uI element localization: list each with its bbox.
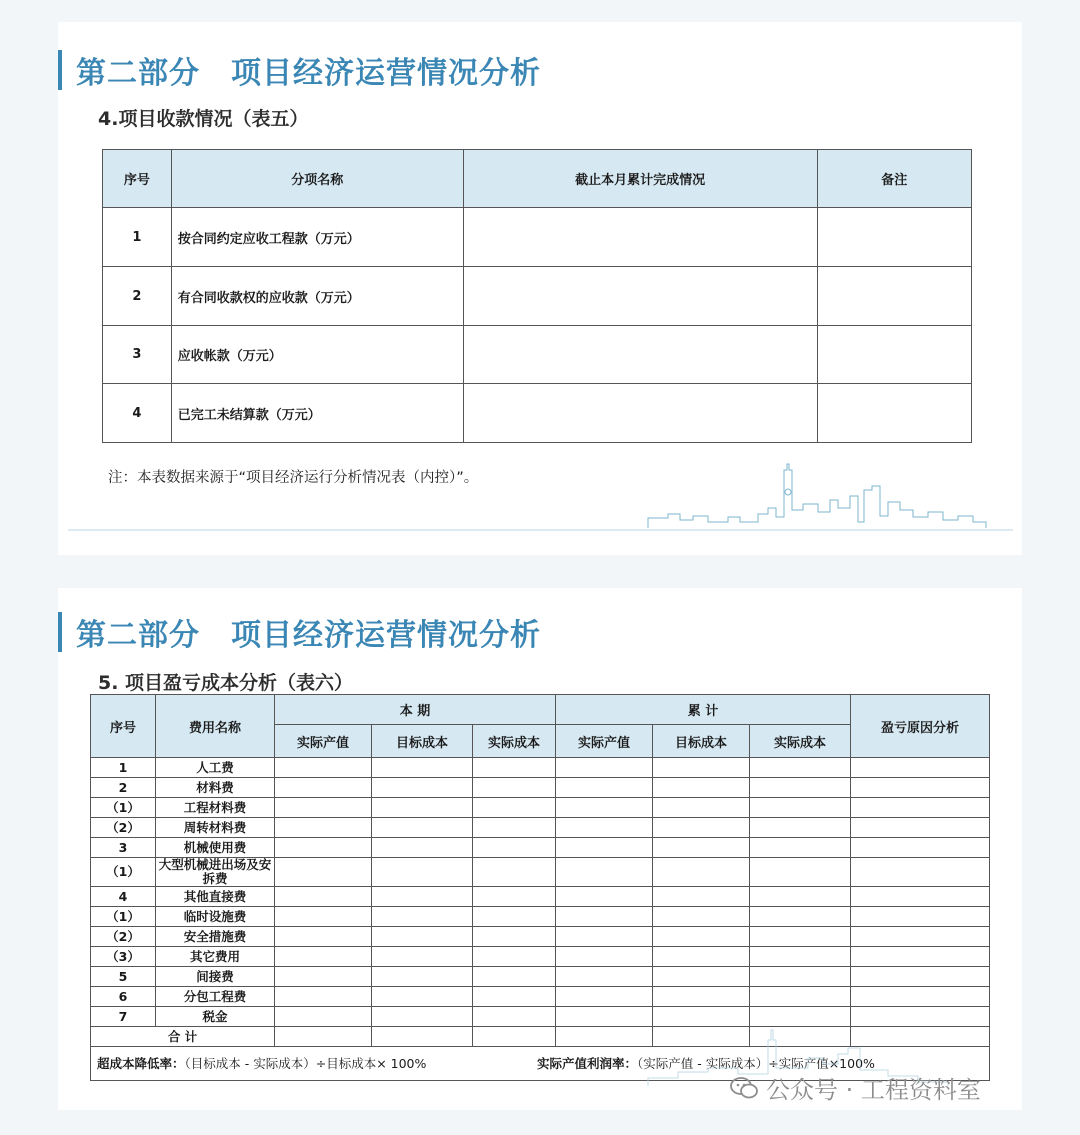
- value-cell[interactable]: [851, 1007, 990, 1027]
- value-cell[interactable]: [556, 967, 653, 987]
- table-row: [91, 927, 990, 947]
- col-header-remark: 备注: [817, 150, 972, 208]
- value-cell[interactable]: [275, 838, 372, 858]
- row-name: 分包工程费: [156, 987, 275, 1007]
- value-cell[interactable]: [372, 838, 473, 858]
- table-row: [103, 208, 972, 267]
- value-cell[interactable]: [473, 818, 556, 838]
- cost-table-body: [91, 758, 990, 1027]
- value-cell[interactable]: [372, 947, 473, 967]
- row-progress-cell[interactable]: [463, 208, 817, 267]
- heading-accent-bar: [58, 612, 62, 652]
- value-cell[interactable]: [851, 987, 990, 1007]
- table-row: [103, 384, 972, 443]
- table5-subtitle: 4.项目收款情况（表五）: [98, 108, 309, 130]
- table-row: [91, 758, 990, 778]
- row-no: 7: [91, 1007, 156, 1027]
- row-no: 2: [103, 267, 172, 326]
- section-heading: [58, 48, 541, 92]
- row-name: 机械使用费: [156, 838, 275, 858]
- value-cell[interactable]: [275, 858, 372, 887]
- row-no: （2）: [91, 818, 156, 838]
- value-cell[interactable]: [275, 947, 372, 967]
- value-cell[interactable]: [653, 907, 750, 927]
- value-cell[interactable]: [750, 858, 851, 887]
- value-cell[interactable]: [851, 778, 990, 798]
- value-cell[interactable]: [275, 987, 372, 1007]
- value-cell[interactable]: [275, 818, 372, 838]
- row-no: （2）: [91, 927, 156, 947]
- value-cell[interactable]: [851, 947, 990, 967]
- row-remark-cell[interactable]: [817, 267, 972, 326]
- row-no: （1）: [91, 858, 156, 887]
- value-cell[interactable]: [372, 907, 473, 927]
- row-name: 应收帐款（万元）: [171, 326, 463, 384]
- value-cell[interactable]: [372, 758, 473, 778]
- row-no: 4: [103, 384, 172, 443]
- row-no: 6: [91, 987, 156, 1007]
- row-name: 人工费: [156, 758, 275, 778]
- formula-profit-rate: 实际产值利润率：（实际产值 - 实际成本）÷实际产值×100%: [537, 1055, 875, 1071]
- value-cell[interactable]: [851, 798, 990, 818]
- row-no: 3: [103, 326, 172, 384]
- col-header-actual-cost: 实际成本: [750, 725, 851, 758]
- value-cell[interactable]: [750, 967, 851, 987]
- value-cell[interactable]: [750, 887, 851, 907]
- col-header-no: 序号: [103, 150, 172, 208]
- row-remark-cell[interactable]: [817, 326, 972, 384]
- row-no: 3: [91, 838, 156, 858]
- value-cell[interactable]: [275, 1007, 372, 1027]
- value-cell[interactable]: [556, 798, 653, 818]
- value-cell[interactable]: [750, 818, 851, 838]
- value-cell[interactable]: [851, 838, 990, 858]
- value-cell[interactable]: [851, 858, 990, 887]
- row-name: 临时设施费: [156, 907, 275, 927]
- revenue-table: [102, 149, 972, 443]
- col-header-name: 费用名称: [156, 695, 275, 758]
- row-no: 2: [91, 778, 156, 798]
- table-row: [91, 838, 990, 858]
- value-cell[interactable]: [473, 927, 556, 947]
- value-cell[interactable]: [275, 778, 372, 798]
- row-name: 大型机械进出场及安拆费: [156, 858, 275, 887]
- table-row: [91, 818, 990, 838]
- slide-revenue-collection: [58, 22, 1022, 555]
- col-header-actual-output: 实际产值: [556, 725, 653, 758]
- row-no: （3）: [91, 947, 156, 967]
- value-cell[interactable]: [556, 858, 653, 887]
- value-cell[interactable]: [653, 758, 750, 778]
- value-cell[interactable]: [750, 907, 851, 927]
- row-name: 已完工未结算款（万元）: [171, 384, 463, 443]
- section-heading: [58, 610, 541, 654]
- col-header-no: 序号: [91, 695, 156, 758]
- col-header-reason: 盈亏原因分析: [851, 695, 990, 758]
- watermark: [730, 1070, 981, 1105]
- row-no: 4: [91, 887, 156, 907]
- value-cell[interactable]: [851, 927, 990, 947]
- value-cell[interactable]: [750, 947, 851, 967]
- total-label: 合 计: [91, 1027, 275, 1047]
- col-header-actual-cost: 实际成本: [473, 725, 556, 758]
- value-cell[interactable]: [372, 818, 473, 838]
- value-cell[interactable]: [556, 818, 653, 838]
- table6-subtitle: 5. 项目盈亏成本分析（表六）: [98, 672, 354, 694]
- row-name: 按合同约定应收工程款（万元）: [171, 208, 463, 267]
- value-cell[interactable]: [275, 907, 372, 927]
- value-cell[interactable]: [473, 778, 556, 798]
- value-cell[interactable]: [851, 758, 990, 778]
- value-cell[interactable]: [473, 907, 556, 927]
- value-cell[interactable]: [473, 947, 556, 967]
- value-cell[interactable]: [275, 758, 372, 778]
- row-no: 1: [103, 208, 172, 267]
- col-header-name: 分项名称: [171, 150, 463, 208]
- value-cell[interactable]: [473, 1027, 556, 1047]
- value-cell[interactable]: [556, 907, 653, 927]
- table-row: [91, 887, 990, 907]
- value-cell[interactable]: [372, 778, 473, 798]
- value-cell[interactable]: [372, 798, 473, 818]
- table-header-row: [91, 695, 990, 725]
- heading-accent-bar: [58, 50, 62, 90]
- value-cell[interactable]: [750, 1007, 851, 1027]
- value-cell[interactable]: [653, 1007, 750, 1027]
- row-name: 其它费用: [156, 947, 275, 967]
- table-row: [91, 947, 990, 967]
- value-cell[interactable]: [556, 838, 653, 858]
- table-row: [91, 1007, 990, 1027]
- value-cell[interactable]: [750, 927, 851, 947]
- value-cell[interactable]: [473, 1007, 556, 1027]
- value-cell[interactable]: [556, 947, 653, 967]
- table-row: [91, 778, 990, 798]
- value-cell[interactable]: [275, 967, 372, 987]
- value-cell[interactable]: [750, 778, 851, 798]
- row-progress-cell[interactable]: [463, 267, 817, 326]
- row-no: （1）: [91, 798, 156, 818]
- col-header-cumulative: 累 计: [556, 695, 851, 725]
- value-cell[interactable]: [653, 778, 750, 798]
- value-cell[interactable]: [556, 887, 653, 907]
- row-remark-cell[interactable]: [817, 384, 972, 443]
- value-cell[interactable]: [653, 858, 750, 887]
- value-cell[interactable]: [372, 927, 473, 947]
- row-name: 其他直接费: [156, 887, 275, 907]
- value-cell[interactable]: [372, 1007, 473, 1027]
- value-cell[interactable]: [750, 987, 851, 1007]
- value-cell[interactable]: [473, 858, 556, 887]
- row-progress-cell[interactable]: [463, 326, 817, 384]
- value-cell[interactable]: [851, 967, 990, 987]
- value-cell[interactable]: [275, 887, 372, 907]
- col-header-progress: 截止本月累计完成情况: [463, 150, 817, 208]
- col-header-target-cost: 目标成本: [372, 725, 473, 758]
- watermark-text: 公众号 · 工程资料室: [766, 1076, 981, 1104]
- table-row: [103, 267, 972, 326]
- table-row: [91, 858, 990, 887]
- value-cell[interactable]: [556, 758, 653, 778]
- row-name: 周转材料费: [156, 818, 275, 838]
- value-cell[interactable]: [473, 798, 556, 818]
- value-cell[interactable]: [372, 1027, 473, 1047]
- value-cell[interactable]: [750, 758, 851, 778]
- col-header-target-cost: 目标成本: [653, 725, 750, 758]
- value-cell[interactable]: [750, 838, 851, 858]
- table-row: [91, 907, 990, 927]
- row-no: 5: [91, 967, 156, 987]
- value-cell[interactable]: [653, 838, 750, 858]
- row-name: 有合同收款权的应收款（万元）: [171, 267, 463, 326]
- value-cell[interactable]: [851, 887, 990, 907]
- row-progress-cell[interactable]: [463, 384, 817, 443]
- table5-note: 注：本表数据来源于“项目经济运行分析情况表（内控）”。: [108, 470, 479, 486]
- col-header-actual-output: 实际产值: [275, 725, 372, 758]
- value-cell[interactable]: [653, 818, 750, 838]
- slide-cost-analysis: [58, 588, 1022, 1110]
- value-cell[interactable]: [473, 838, 556, 858]
- section-heading-text: 第二部分 项目经济运营情况分析: [76, 56, 541, 91]
- value-cell[interactable]: [275, 1027, 372, 1047]
- table-row: [91, 987, 990, 1007]
- value-cell[interactable]: [556, 778, 653, 798]
- value-cell[interactable]: [556, 1007, 653, 1027]
- table-row: [103, 326, 972, 384]
- city-skyline-decoration: [68, 462, 1018, 534]
- value-cell[interactable]: [275, 927, 372, 947]
- value-cell[interactable]: [851, 907, 990, 927]
- value-cell[interactable]: [372, 987, 473, 1007]
- cost-analysis-table: [90, 694, 990, 1081]
- wechat-icon: [730, 1077, 758, 1099]
- value-cell[interactable]: [653, 947, 750, 967]
- value-cell[interactable]: [275, 798, 372, 818]
- formula-overrun-rate: 超成本降低率：（目标成本 - 实际成本）÷目标成本× 100%: [97, 1055, 427, 1071]
- value-cell[interactable]: [653, 987, 750, 1007]
- row-name: 安全措施费: [156, 927, 275, 947]
- row-name: 材料费: [156, 778, 275, 798]
- row-no: 1: [91, 758, 156, 778]
- value-cell[interactable]: [473, 987, 556, 1007]
- value-cell[interactable]: [372, 858, 473, 887]
- value-cell[interactable]: [750, 798, 851, 818]
- value-cell[interactable]: [851, 818, 990, 838]
- table-row: [91, 967, 990, 987]
- value-cell[interactable]: [653, 927, 750, 947]
- section-heading-text: 第二部分 项目经济运营情况分析: [76, 618, 541, 653]
- value-cell[interactable]: [653, 887, 750, 907]
- col-header-current-period: 本 期: [275, 695, 556, 725]
- row-remark-cell[interactable]: [817, 208, 972, 267]
- value-cell[interactable]: [372, 887, 473, 907]
- value-cell[interactable]: [473, 967, 556, 987]
- value-cell[interactable]: [372, 967, 473, 987]
- value-cell[interactable]: [556, 927, 653, 947]
- row-name: 工程材料费: [156, 798, 275, 818]
- value-cell[interactable]: [473, 758, 556, 778]
- value-cell[interactable]: [653, 967, 750, 987]
- table-row: [91, 798, 990, 818]
- row-no: （1）: [91, 907, 156, 927]
- row-name: 税金: [156, 1007, 275, 1027]
- value-cell[interactable]: [653, 798, 750, 818]
- value-cell[interactable]: [473, 887, 556, 907]
- row-name: 间接费: [156, 967, 275, 987]
- value-cell[interactable]: [556, 987, 653, 1007]
- table-header-row: [103, 150, 972, 208]
